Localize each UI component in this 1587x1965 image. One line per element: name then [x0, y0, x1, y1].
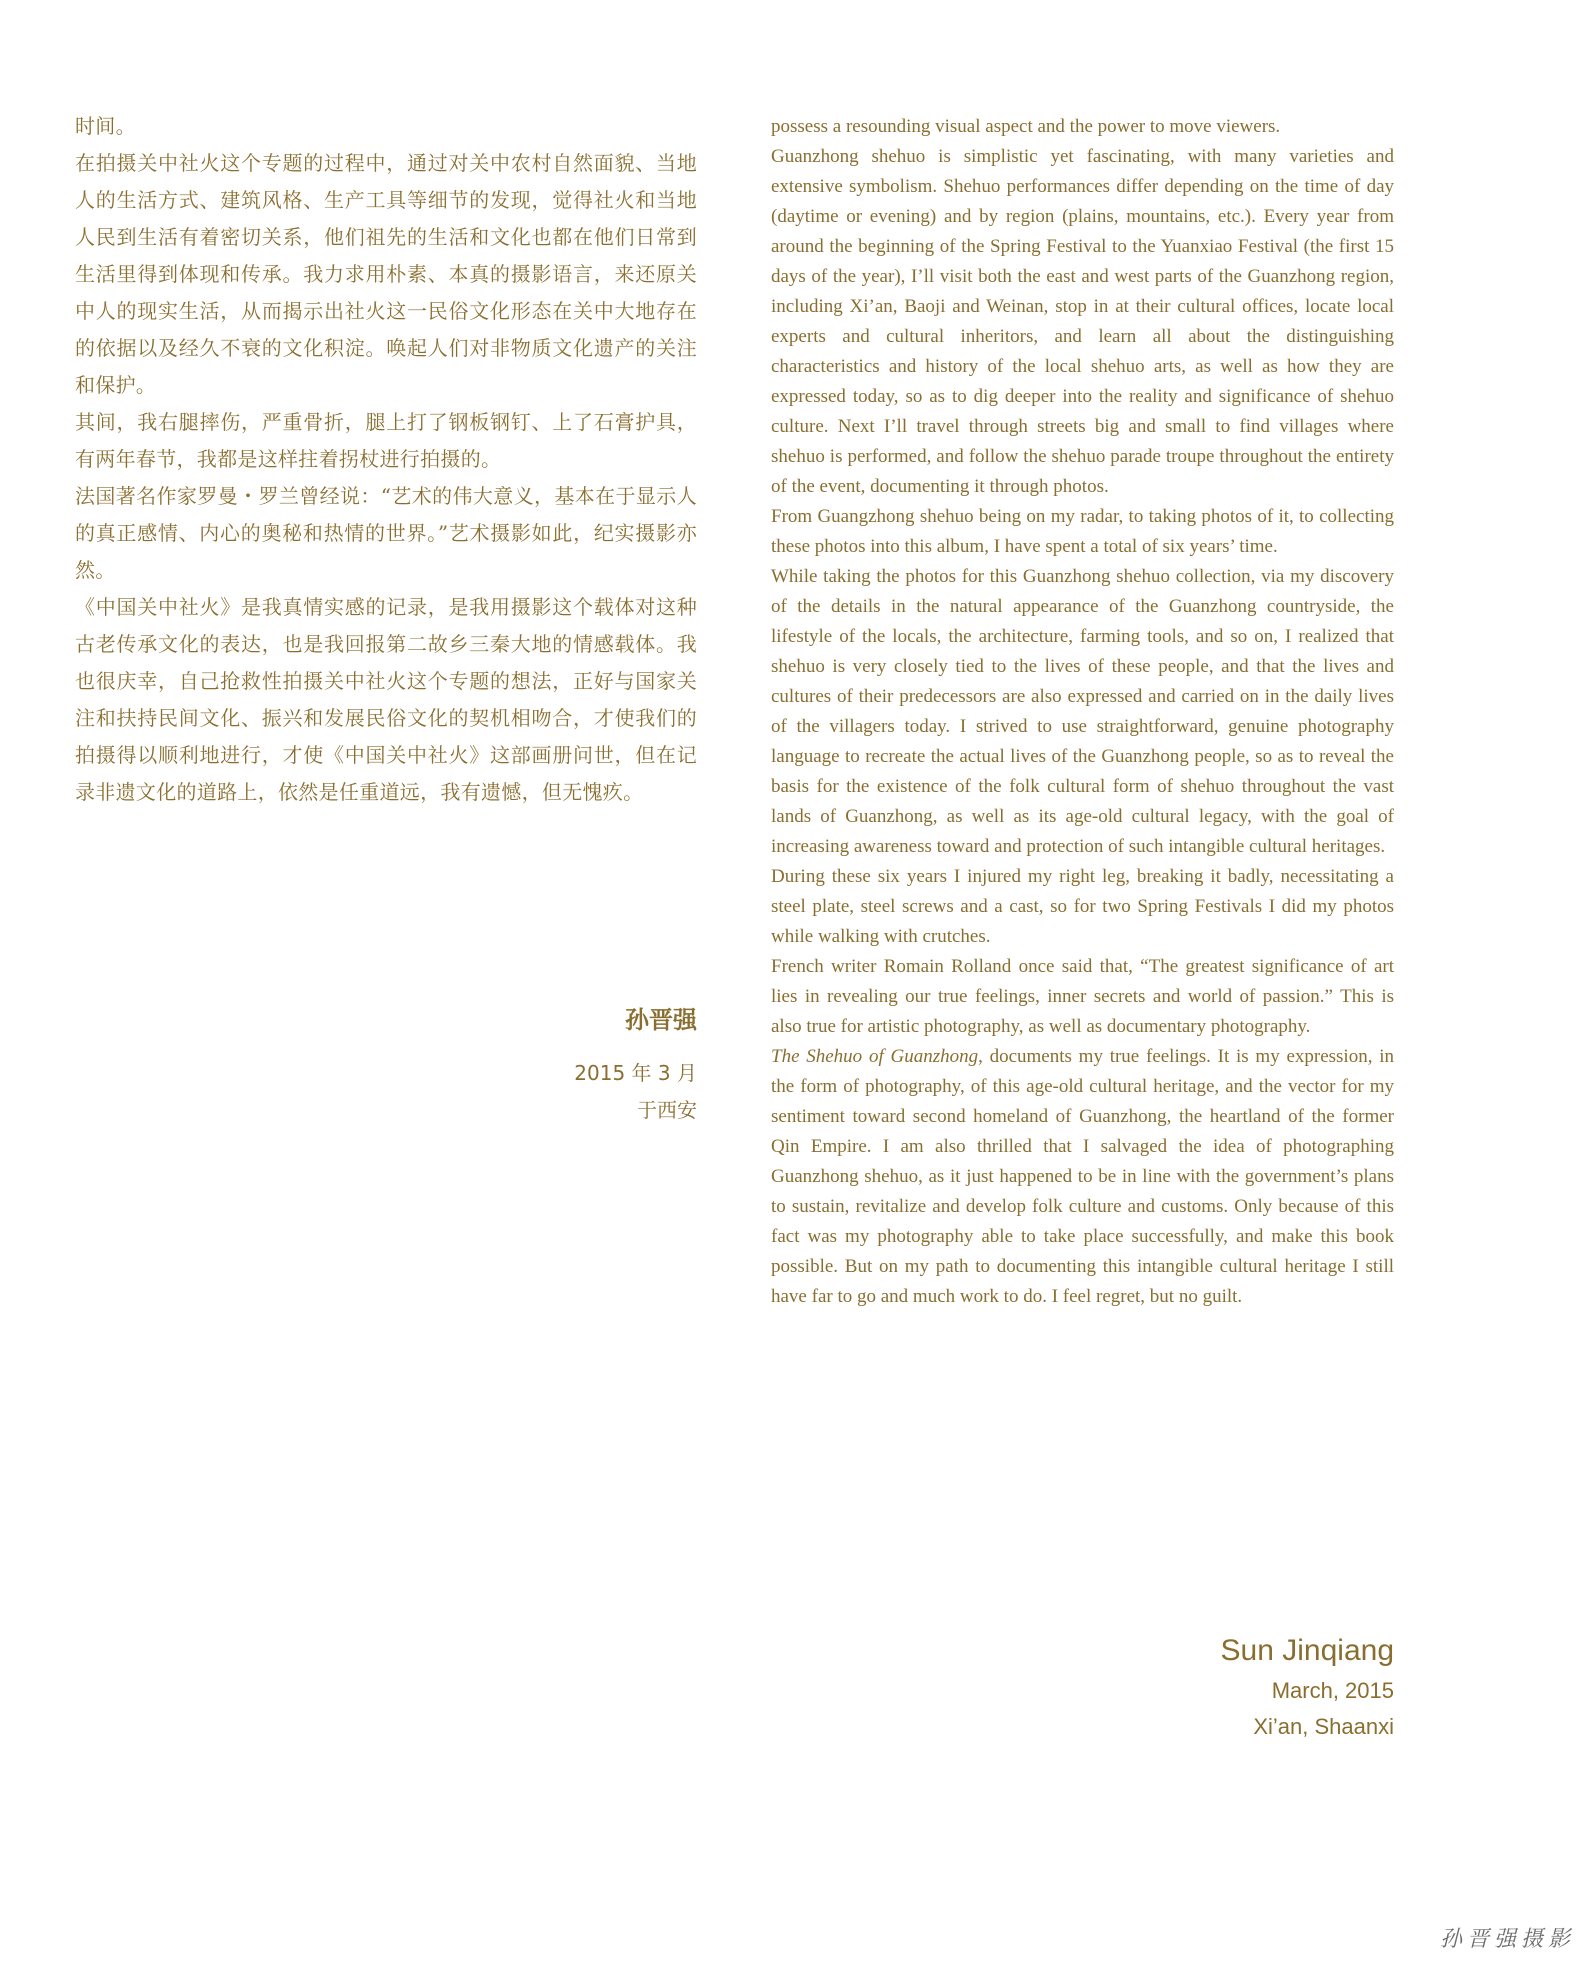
chinese-paragraph: 在拍摄关中社火这个专题的过程中，通过对关中农村自然面貌、当地人的生活方式、建筑风格、生产工具等细节的发现，觉得社火和当地人民到生活有着密切关系，他们祖先的生活和文化也都在他们日常到生活里得到体现和传承。我力求用朴素、本真的摄影语言，来还原关中人的现实生活，从而揭示出社火这一民俗文化形态在关中大地存在的依据以及经久不衰的文化积淀。唤起人们对非物质文化遗产的关注和保护。: [75, 151, 697, 397]
chinese-paragraph: 《中国关中社火》是我真情实感的记录，是我用摄影这个载体对这种古老传承文化的表达，也是我回报第二故乡三秦大地的情感载体。我也很庆幸，自己抢救性拍摄关中社火这个专题的想法，正好与国家关注和扶持民间文化、振兴和发展民俗文化的契机相吻合，才使我们的拍摄得以顺利地进行，才使《中国关中社火》这部画册问世，但在记录非遗文化的道路上，依然是任重道远，我有遗憾，但无愧疚。: [75, 595, 697, 804]
english-author-name: Sun Jinqiang: [1220, 1634, 1394, 1667]
english-paragraph: While taking the photos for this Guanzhong shehuo collection, via my discovery of the details in the natural appearance of the Guanzhong countryside, the lifestyle of the locals, the architecture, farming tools, and so on, I realized that shehuo is very closely tied to the lives of these people, and that the lives and cultures of their predecessors are also expressed and carried on in the daily lives of the villagers today. I strived to use straightforward, genuine photography language to recreate the actual lives of the Guanzhong people, so as to reveal the basis for the existence of the folk cultural form of shehuo throughout the vast lands of Guanzhong, as well as its age-old cultural legacy, with the goal of increasing awareness toward and protection of such intangible cultural heritages.: [771, 566, 1394, 857]
chinese-paragraph: 时间。: [75, 114, 136, 138]
english-date: March, 2015: [1271, 1678, 1394, 1703]
book-title: The Shehuo of Guanzhong: [771, 1046, 979, 1067]
chinese-paragraph: 其间，我右腿摔伤，严重骨折，腿上打了钢板钢钉、上了石膏护具，有两年春节，我都是这样拄着拐杖进行拍摄的。: [75, 410, 697, 471]
chinese-author-name: 孙晋强: [625, 1006, 697, 1034]
chinese-date: 2015 年 3 月: [574, 1061, 697, 1085]
english-paragraph: French writer Romain Rolland once said that, “The greatest significance of art lies in revealing our true feelings, inner secrets and world of passion.” This is also true for artistic photography, as well as documentary photography.: [771, 956, 1394, 1037]
chinese-place: 于西安: [637, 1098, 697, 1122]
chinese-paragraph: 法国著名作家罗曼・罗兰曾经说：“艺术的伟大意义，基本在于显示人的真正感情、内心的奥秘和热情的世界。”艺术摄影如此，纪实摄影亦然。: [75, 484, 697, 582]
chinese-text-column: [75, 108, 697, 811]
english-paragraph: Guanzhong shehuo is simplistic yet fascinating, with many varieties and extensive symbolism. Shehuo performances differ depending on the time of day (daytime or evening) and by region (plains, mountains, etc.). Every year from around the beginning of the Spring Festival to the Yuanxiao Festival (the first 15 days of the year), I’ll visit both the east and west parts of the Guanzhong region, including Xi’an, Baoji and Weinan, stop in at their cultural offices, locate local experts and cultural inheritors, and learn all about the distinguishing characteristics and history of the local shehuo arts, as well as how they are expressed today, so as to dig deeper into the reality and significance of shehuo culture. Next I’ll travel through streets big and small to find villages where shehuo is performed, and follow the shehuo parade troupe throughout the entirety of the event, documenting it through photos.: [771, 146, 1394, 497]
english-text-column: [771, 112, 1394, 1312]
english-paragraph: possess a resounding visual aspect and the power to move viewers.: [771, 116, 1281, 137]
english-paragraph-last: [771, 1042, 1394, 1312]
english-paragraph: From Guangzhong shehuo being on my radar, to taking photos of it, to collecting these photos into this album, I have spent a total of six years’ time.: [771, 506, 1394, 557]
english-paragraph: During these six years I injured my right leg, breaking it badly, necessitating a steel plate, steel screws and a cast, so for two Spring Festivals I did my photos while walking with crutches.: [771, 866, 1394, 947]
english-place: Xi’an, Shaanxi: [1253, 1714, 1394, 1739]
photographer-watermark: 孙晋强摄影: [1439, 1927, 1575, 1952]
english-paragraph-last-text: , documents my true feelings. It is my expression, in the form of photography, of this age-old cultural heritage, and the vector for my sentiment toward second homeland of Guanzhong, the heartland of the former Qin Empire. I am also thrilled that I salvaged the idea of photographing Guanzhong shehuo, as it just happened to be in line with the government’s plans to sustain, revitalize and develop folk culture and customs. Only because of this fact was my photography able to take place successfully, and make this book possible. But on my path to documenting this intangible cultural heritage I still have far to go and much work to do. I feel regret, but no guilt.: [771, 1046, 1394, 1307]
